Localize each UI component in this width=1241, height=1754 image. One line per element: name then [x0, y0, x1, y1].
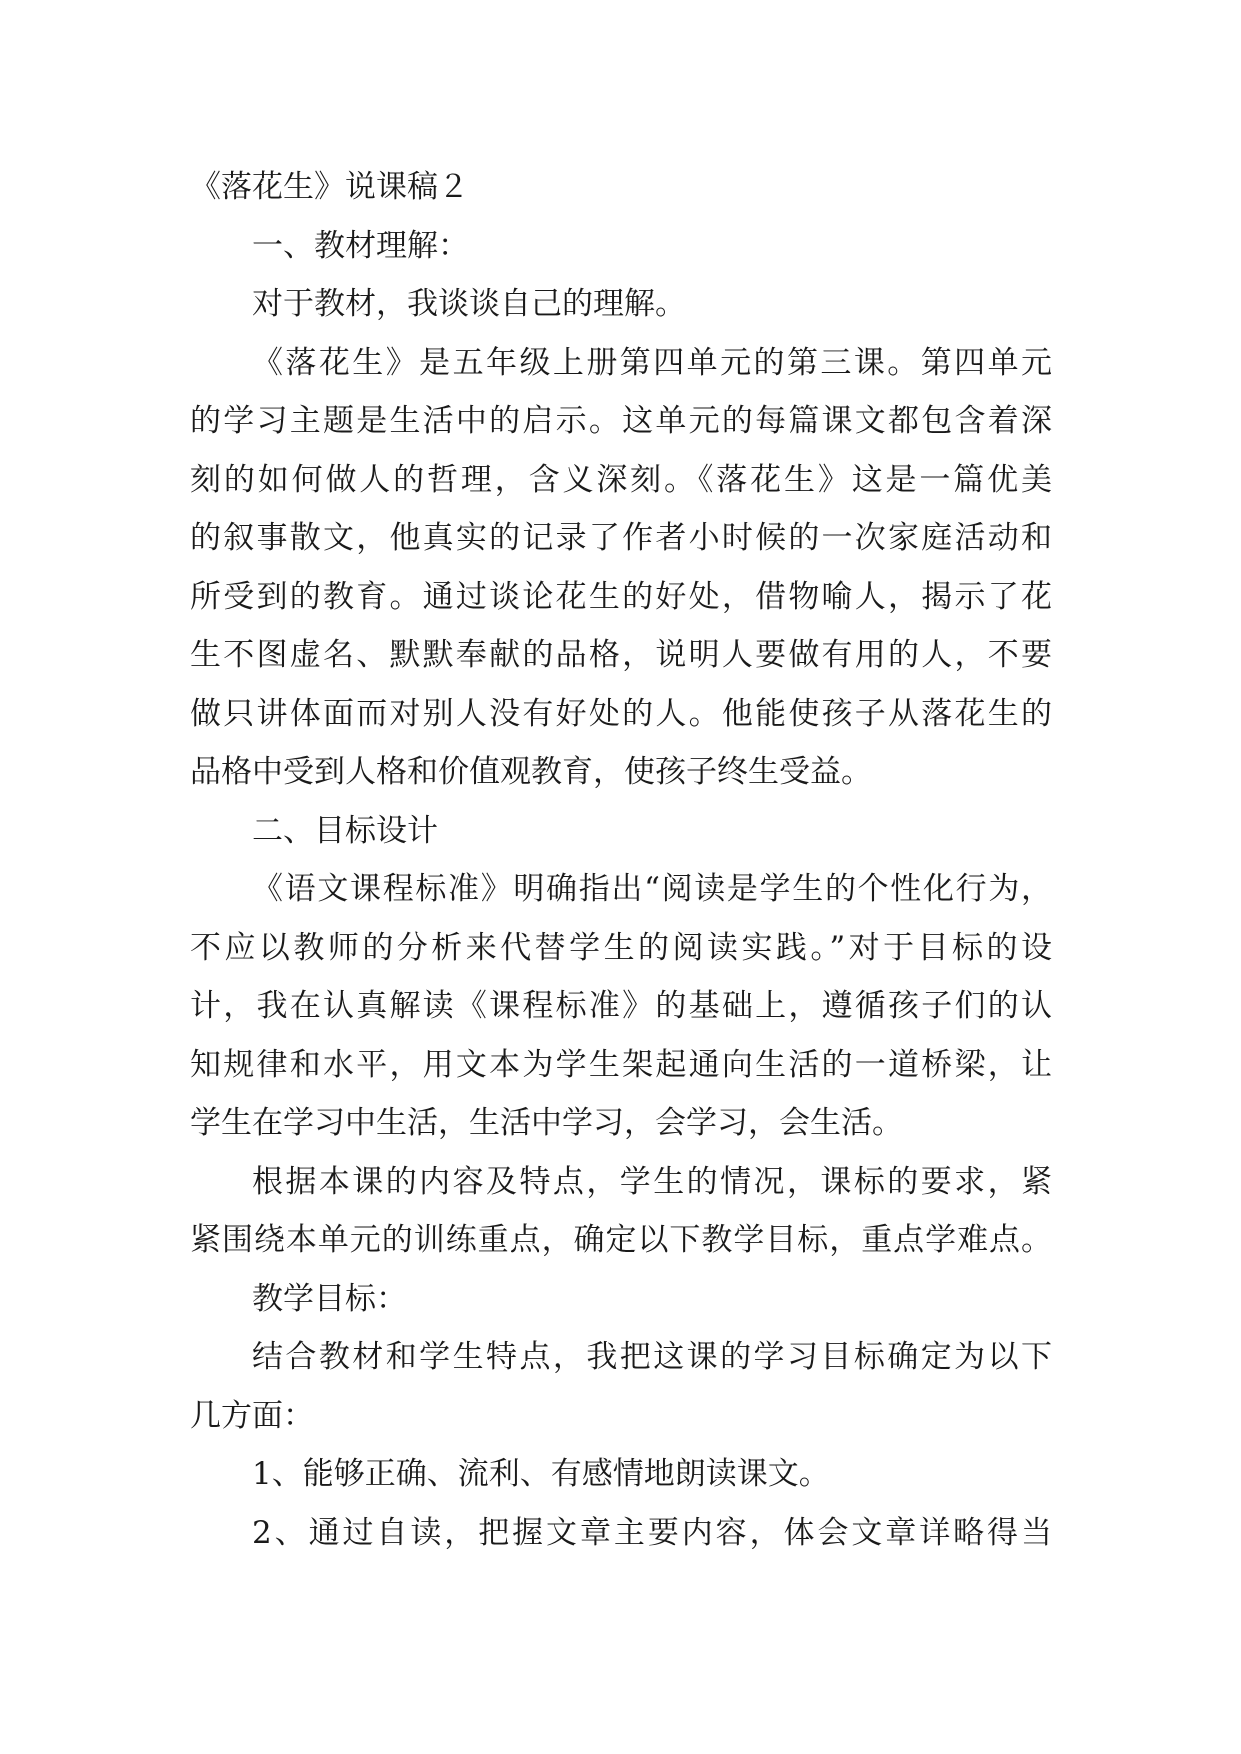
- text-line: 知规律和水平，用文本为学生架起通向生活的一道桥梁，让: [190, 1046, 1052, 1083]
- text-line: 一、教材理解：: [252, 227, 469, 264]
- document-body: [190, 158, 1052, 1562]
- text-line: 几方面：: [190, 1397, 314, 1434]
- text-line: 计，我在认真解读《课程标准》的基础上，遵循孩子们的认: [190, 988, 1052, 1024]
- text-line: 品格中受到人格和价值观教育，使孩子终生受益。: [190, 754, 872, 790]
- text-line: 的叙事散文，他真实的记录了作者小时候的一次家庭活动和: [190, 520, 1052, 556]
- text-line: 根据本课的内容及特点，学生的情况，课标的要求，紧: [252, 1163, 1052, 1200]
- document-title: 《落花生》说课稿２: [190, 169, 469, 205]
- text-line: 所受到的教育。通过谈论花生的好处，借物喻人，揭示了花: [190, 578, 1052, 615]
- text-line: 紧围绕本单元的训练重点，确定以下教学目标，重点学难点。: [190, 1222, 1052, 1258]
- text-line: 的学习主题是生活中的启示。这单元的每篇课文都包含着深: [190, 403, 1052, 439]
- text-line: 不应以教师的分析来代替学生的阅读实践。”对于目标的设: [190, 929, 1052, 966]
- text-line: 结合教材和学生特点，我把这课的学习目标确定为以下: [252, 1339, 1052, 1375]
- text-line: 生不图虚名、默默奉献的品格，说明人要做有用的人，不要: [190, 637, 1052, 673]
- text-line: 教学目标：: [252, 1280, 407, 1317]
- text-line: 刻的如何做人的哲理，含义深刻。《落花生》这是一篇优美: [190, 461, 1052, 498]
- text-line: 2、通过自读，把握文章主要内容，体会文章详略得当: [252, 1514, 1052, 1551]
- text-line: 1、能够正确、流利、有感情地朗读课文。: [252, 1456, 830, 1492]
- text-line: 做只讲体面而对别人没有好处的人。他能使孩子从落花生的: [190, 695, 1052, 732]
- text-line: 《落花生》是五年级上册第四单元的第三课。第四单元: [252, 344, 1052, 381]
- text-line: 对于教材，我谈谈自己的理解。: [252, 286, 686, 322]
- text-line: 《语文课程标准》明确指出“阅读是学生的个性化行为，: [252, 871, 1052, 907]
- text-line: 二、目标设计: [252, 812, 438, 849]
- text-line: 学生在学习中生活，生活中学习，会学习，会生活。: [190, 1105, 903, 1141]
